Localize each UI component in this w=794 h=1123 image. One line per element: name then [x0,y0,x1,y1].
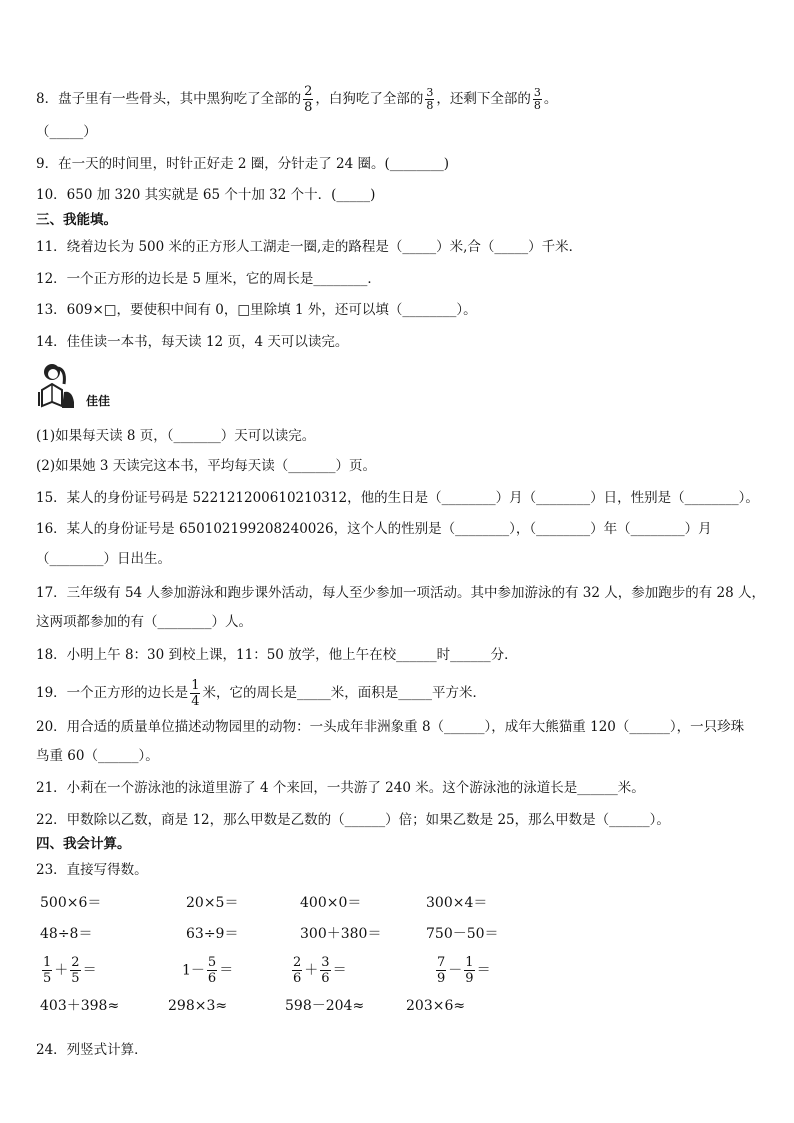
question-13: 13．609×□，要使积中间有 0，□里除填 1 外，还可以填（________）。 [36,302,477,318]
question-22: 22．甲数除以乙数，商是 12，那么甲数是乙数的（______）倍；如果乙数是 25，那么甲数是（______）。 [36,812,670,828]
fraction: $\frac{2}{5}$ [71,955,80,986]
calc-item: $\frac{2}{6}$ ＋ $\frac{3}{6}$ ＝ [293,955,347,986]
fraction: $\frac{1}{5}$ [43,955,52,986]
question-11: 11．绕着边长为 500 米的正方形人工湖走一圈,走的路程是（_____）米,合（_____）千米． [36,239,583,255]
calc-item: 48÷8＝ [40,926,93,942]
calc-item: 400×0＝ [300,895,362,911]
calc-item: 20×5＝ [186,895,239,911]
calc-item: 203×6≈ [406,998,466,1014]
question-8-answer: （_____） [36,124,97,140]
calc-item: 500×6＝ [40,895,102,911]
fraction: $\frac{7}{9}$ [437,955,446,986]
question-18: 18．小明上午 8：30 到校上课，11：50 放学，他上午在校______时______分． [36,647,518,663]
question-10: 10．650 加 320 其实就是 65 个十加 32 个十．(_____) [36,187,376,203]
fraction: $\frac{2}{8}$ [304,84,313,115]
question-14: 14．佳佳读一本书，每天读 12 页，4 天可以读完。 [36,334,349,350]
question-14-2: (2)如果她 3 天读完这本书，平均每天读（_______）页。 [36,458,377,474]
calc-item: 63÷9＝ [186,926,239,942]
calc-item: 298×3≈ [168,998,228,1014]
calc-item: 403＋398≈ [40,998,120,1014]
question-12: 12．一个正方形的边长是 5 厘米，它的周长是________． [36,271,381,287]
question-20-line-1: 20．用合适的质量单位描述动物园里的动物：一头成年非洲象重 8（______），成年大熊猫重 120（______），一只珍珠 [36,719,745,735]
question-14-1: (1)如果每天读 8 页，（_______）天可以读完。 [36,428,316,444]
question-24: 24．列竖式计算． [36,1042,148,1058]
calc-item: $\frac{1}{5}$ ＋ $\frac{2}{5}$ ＝ [43,955,97,986]
calc-item: 750－50＝ [426,926,499,942]
question-8: 8．盘子里有一些骨头，其中黑狗吃了全部的 $\frac{2}{8}$ ，白狗吃了全部的 $\frac{3}{8}$ ，还剩下全部的 $\frac{3}{8}$ 。 [36,84,558,115]
section-3-heading: 三、我能填。 [36,212,117,228]
fraction: $\frac{3}{8}$ [533,86,541,112]
fraction: $\frac{1}{9}$ [465,955,474,986]
fraction: $\frac{3}{6}$ [321,955,330,986]
fraction: $\frac{5}{6}$ [207,955,217,986]
question-17-line-1: 17．三年级有 54 人参加游泳和跑步课外活动，每人至少参加一项活动。其中参加游泳的有 32 人，参加跑步的有 28 人， [36,585,765,601]
fraction: $\frac{2}{6}$ [293,955,302,986]
question-16-line-2: （________）日出生。 [36,551,171,567]
calc-item: 1－ $\frac{5}{6}$ ＝ [182,955,234,986]
fraction: $\frac{1}{4}$ [191,678,200,709]
calc-item: 300＋380＝ [300,926,382,942]
question-9: 9．在一天的时间里，时针正好走 2 圈，分针走了 24 圈。(________) [36,156,450,172]
question-20-line-2: 鸟重 60（______）。 [36,748,159,764]
question-23: 23．直接写得数。 [36,862,148,878]
calc-item: $\frac{7}{9}$ － $\frac{1}{9}$ ＝ [437,955,491,986]
question-16-line-1: 16．某人的身份证号是 650102199208240026，这个人的性别是（________），（________）年（________）月 [36,521,712,537]
calc-item: 300×4＝ [426,895,488,911]
question-17-line-2: 这两项都参加的有（________）人。 [36,614,252,630]
question-21: 21．小莉在一个游泳池的泳道里游了 4 个来回，一共游了 240 米。这个游泳池的泳道长是______米。 [36,780,645,796]
calc-item: 598－204≈ [285,998,365,1014]
section-4-heading: 四、我会计算。 [36,836,131,852]
question-19: 19．一个正方形的边长是 $\frac{1}{4}$ 米，它的周长是_____米，面积是_____平方米． [36,678,486,709]
character-name: 佳佳 [86,394,111,408]
question-15: 15．某人的身份证号码是 522121200610210312，他的生日是（________）月（________）日，性别是（________）。 [36,490,759,506]
fraction: $\frac{3}{8}$ [426,86,434,112]
